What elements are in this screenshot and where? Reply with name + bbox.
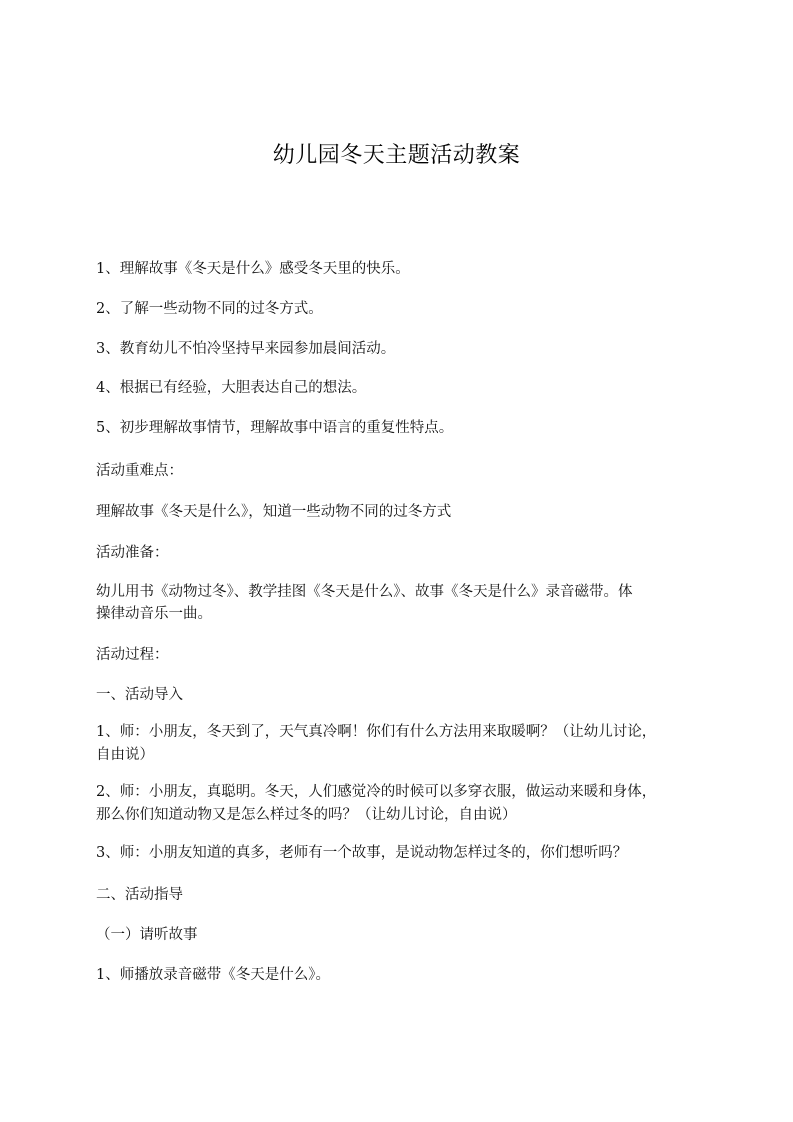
key-points-heading: 活动重难点： (96, 463, 183, 479)
goal-item-2: 2、了解一些动物不同的过冬方式。 (96, 301, 323, 317)
step-1-line-2: 自由说） (96, 747, 154, 763)
step-3: 3、师：小朋友知道的真多，老师有一个故事，是说动物怎样过冬的，你们想听吗？ (96, 845, 628, 861)
key-points-text: 理解故事《冬天是什么》，知道一些动物不同的过冬方式 (96, 504, 452, 520)
process-heading: 活动过程： (96, 647, 169, 663)
step-1-line-1: 1、师：小朋友，冬天到了，天气真冷啊！你们有什么方法用来取暖啊？（让幼儿讨论， (96, 724, 657, 740)
document-title: 幼儿园冬天主题活动教案 (272, 143, 521, 168)
preparation-heading: 活动准备： (96, 545, 169, 561)
goal-item-4: 4、根据已有经验，大胆表达自己的想法。 (96, 380, 367, 396)
subsection-1-heading: （一）请听故事 (96, 927, 198, 943)
step-2-line-2: 那么你们知道动物又是怎么样过冬的吗？（让幼儿讨论，自由说） (96, 807, 517, 823)
section-1-heading: 一、活动导入 (96, 687, 183, 703)
goal-item-1: 1、理解故事《冬天是什么》感受冬天里的快乐。 (96, 261, 410, 277)
goal-item-5: 5、初步理解故事情节，理解故事中语言的重复性特点。 (96, 420, 454, 436)
goal-item-3: 3、教育幼儿不怕冷坚持早来园参加晨间活动。 (96, 341, 396, 357)
preparation-line-1: 幼儿用书《动物过冬》、教学挂图《冬天是什么》、故事《冬天是什么》录音磁带。体 (96, 584, 633, 600)
step-2-line-1: 2、师：小朋友，真聪明。冬天，人们感觉冷的时候可以多穿衣服，做运动来暖和身体， (96, 784, 657, 800)
sub-step-1: 1、师播放录音磁带《冬天是什么》。 (96, 967, 330, 983)
preparation-line-2: 操律动音乐一曲。 (96, 606, 212, 622)
section-2-heading: 二、活动指导 (96, 887, 183, 903)
